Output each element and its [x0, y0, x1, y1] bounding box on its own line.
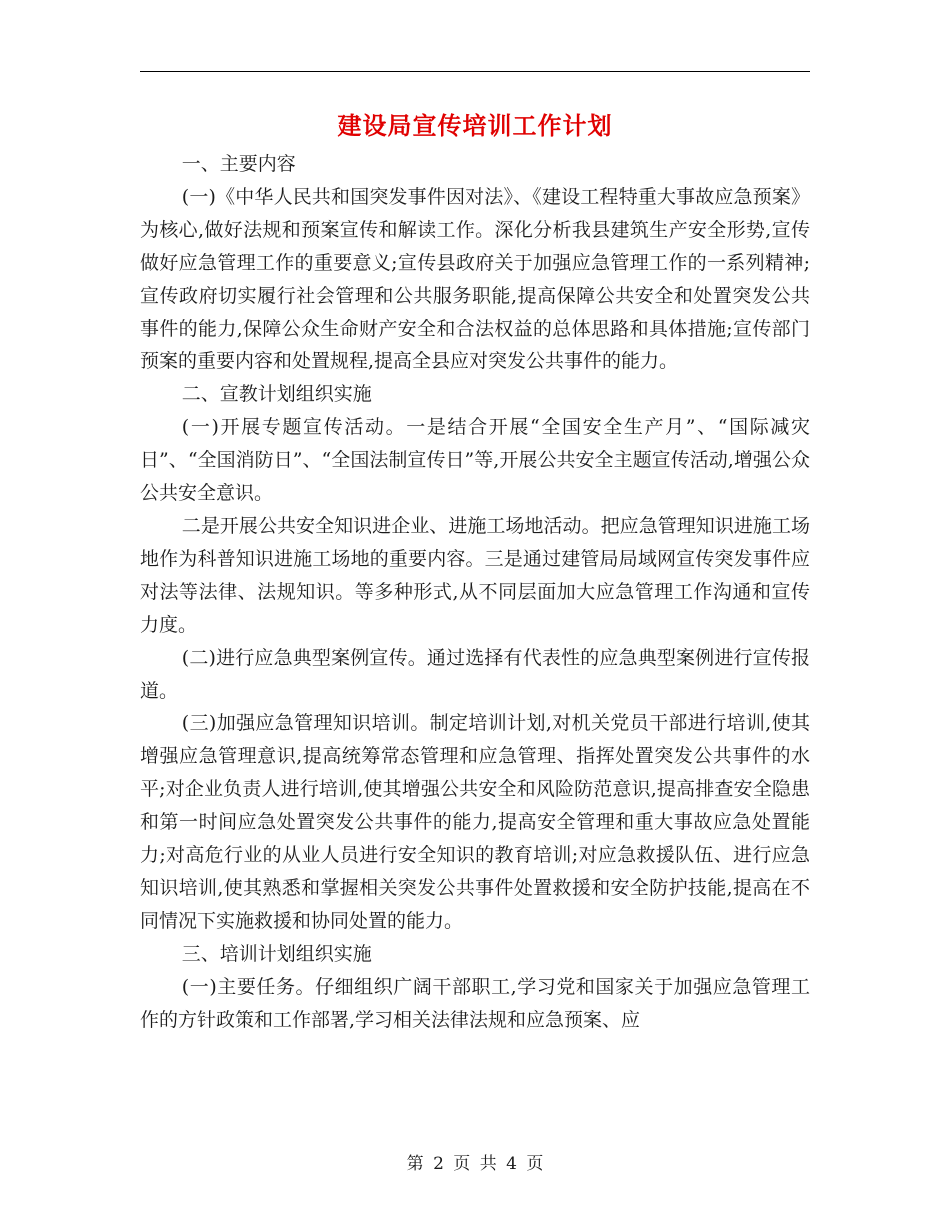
paragraph-training: (三)加强应急管理知识培训。制定培训计划,对机关党员干部进行培训,使其增强应急管理意识,提高统筹常态管理和应急管理、指挥处置突发公共事件的水平;对企业负责人进行培训,使其增强公共安全和风险防范意识,提高排查安全隐患和第一时间应急处置突发公共事件的能力,提高安全管理和重大事故应急处置能力;对高危行业的从业人员进行安全知识的教育培训;对应急救援队伍、进行应急知识培训,使其熟悉和掌握相关突发公共事件处置救援和安全防护技能,提高在不同情况下实施救援和协同处置的能力。	[140, 712, 810, 932]
paragraph-special-campaigns: (一)开展专题宣传活动。一是结合开展“全国安全生产月”、“国际减灾日”、“全国消防日”、“全国法制宣传日”等,开展公共安全主题宣传活动,增强公众公共安全意识。	[140, 416, 810, 505]
paragraph-enterprise-outreach: 二是开展公共安全知识进企业、进施工场地活动。把应急管理知识进施工场地作为科普知识进施工场地的重要内容。三是通过建管局局域网宣传突发事件应对法等法律、法规知识。等多种形式,从不同层面加大应急管理工作沟通和宣传力度。	[140, 514, 810, 636]
page-number-footer: 第 2 页 共 4 页	[406, 1154, 544, 1174]
header-rule	[140, 71, 810, 72]
document-body	[140, 148, 810, 1036]
document-title: 建设局宣传培训工作计划	[337, 111, 613, 140]
section-heading-publicity-plan: 二、宣教计划组织实施	[181, 383, 372, 406]
section-heading-training-plan: 三、培训计划组织实施	[181, 942, 372, 965]
paragraph-case-studies: (二)进行应急典型案例宣传。通过选择有代表性的应急典型案例进行宣传报道。	[140, 646, 810, 702]
paragraph-law-publicity: (一)《中华人民共和国突发事件因对法》、《建设工程特重大事故应急预案》为核心,做好法规和预案宣传和解读工作。深化分析我县建筑生产安全形势,宣传做好应急管理工作的重要意义;宣传县政府关于加强应急管理工作的一系列精神;宣传政府切实履行社会管理和公共服务职能,提高保障公共安全和处置突发公共事件的能力,保障公众生命财产安全和合法权益的总体思路和具体措施;宣传部门预案的重要内容和处置规程,提高全县应对突发公共事件的能力。	[140, 185, 810, 373]
paragraph-main-tasks: (一)主要任务。仔细组织广阔干部职工,学习党和国家关于加强应急管理工作的方针政策和工作部署,学习相关法律法规和应急预案、应	[140, 975, 810, 1031]
section-heading-main-content: 一、主要内容	[181, 153, 296, 175]
